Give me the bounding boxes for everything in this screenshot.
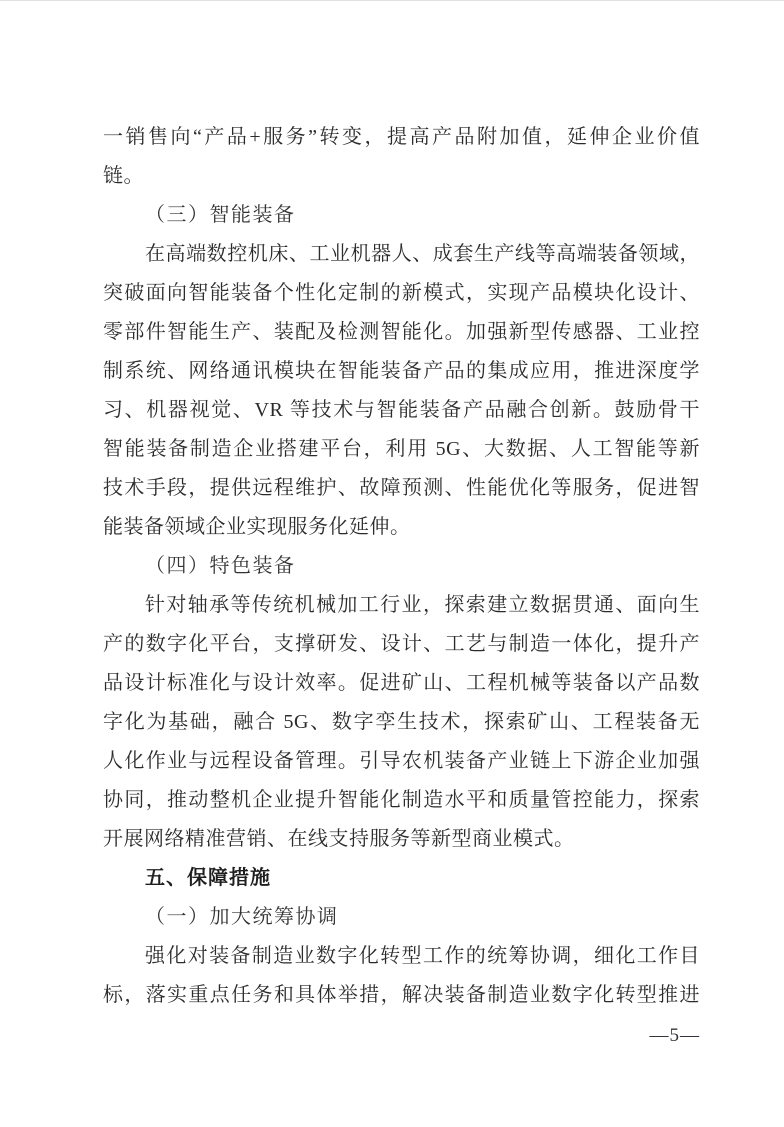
text-body (103, 118, 700, 1015)
text-line: 字化为基础，融合 5G、数字孪生技术，探索矿山、工程装备无 (103, 711, 700, 733)
text-line: 零部件智能生产、装配及检测智能化。加强新型传感器、工业控 (103, 321, 700, 343)
text-line: 标，落实重点任务和具体举措，解决装备制造业数字化转型推进 (103, 984, 700, 1006)
text-line: 智能装备制造企业搭建平台，利用 5G、大数据、人工智能等新 (103, 438, 700, 460)
text-line: 针对轴承等传统机械加工行业，探索建立数据贯通、面向生 (145, 594, 700, 616)
text-line: 习、机器视觉、VR 等技术与智能装备产品融合创新。鼓励骨干 (103, 399, 700, 421)
page-number: —5— (649, 1025, 700, 1046)
text-line: 品设计标准化与设计效率。促进矿山、工程机械等装备以产品数 (103, 672, 700, 694)
text-line: 产的数字化平台，支撑研发、设计、工艺与制造一体化，提升产 (103, 633, 700, 655)
subsection-heading: （四）特色装备 (145, 555, 296, 577)
text-line: 突破面向智能装备个性化定制的新模式，实现产品模块化设计、 (103, 282, 700, 304)
text-line: 技术手段，提供远程维护、故障预测、性能优化等服务，促进智 (103, 477, 700, 499)
page-footer (650, 1024, 701, 1048)
subsection-heading: （一）加大统筹协调 (145, 906, 339, 928)
section-heading: 五、保障措施 (145, 867, 271, 889)
subsection-heading: （三）智能装备 (145, 204, 296, 226)
scan-edge-line (0, 0, 784, 1)
text-line: 开展网络精准营销、在线支持服务等新型商业模式。 (103, 828, 575, 850)
text-line: 在高端数控机床、工业机器人、成套生产线等高端装备领域， (145, 243, 700, 265)
text-line: 强化对装备制造业数字化转型工作的统筹协调，细化工作目 (145, 945, 700, 967)
text-line: 能装备领域企业实现服务化延伸。 (103, 516, 411, 538)
text-line: 制系统、网络通讯模块在智能装备产品的集成应用，推进深度学 (103, 360, 700, 382)
text-line: 协同，推动整机企业提升智能化制造水平和质量管控能力，探索 (103, 789, 700, 811)
text-line: 人化作业与远程设备管理。引导农机装备产业链上下游企业加强 (103, 750, 700, 772)
text-line: 一销售向“产品+服务”转变，提高产品附加值，延伸企业价值 (103, 126, 700, 148)
text-line: 链。 (103, 165, 144, 187)
